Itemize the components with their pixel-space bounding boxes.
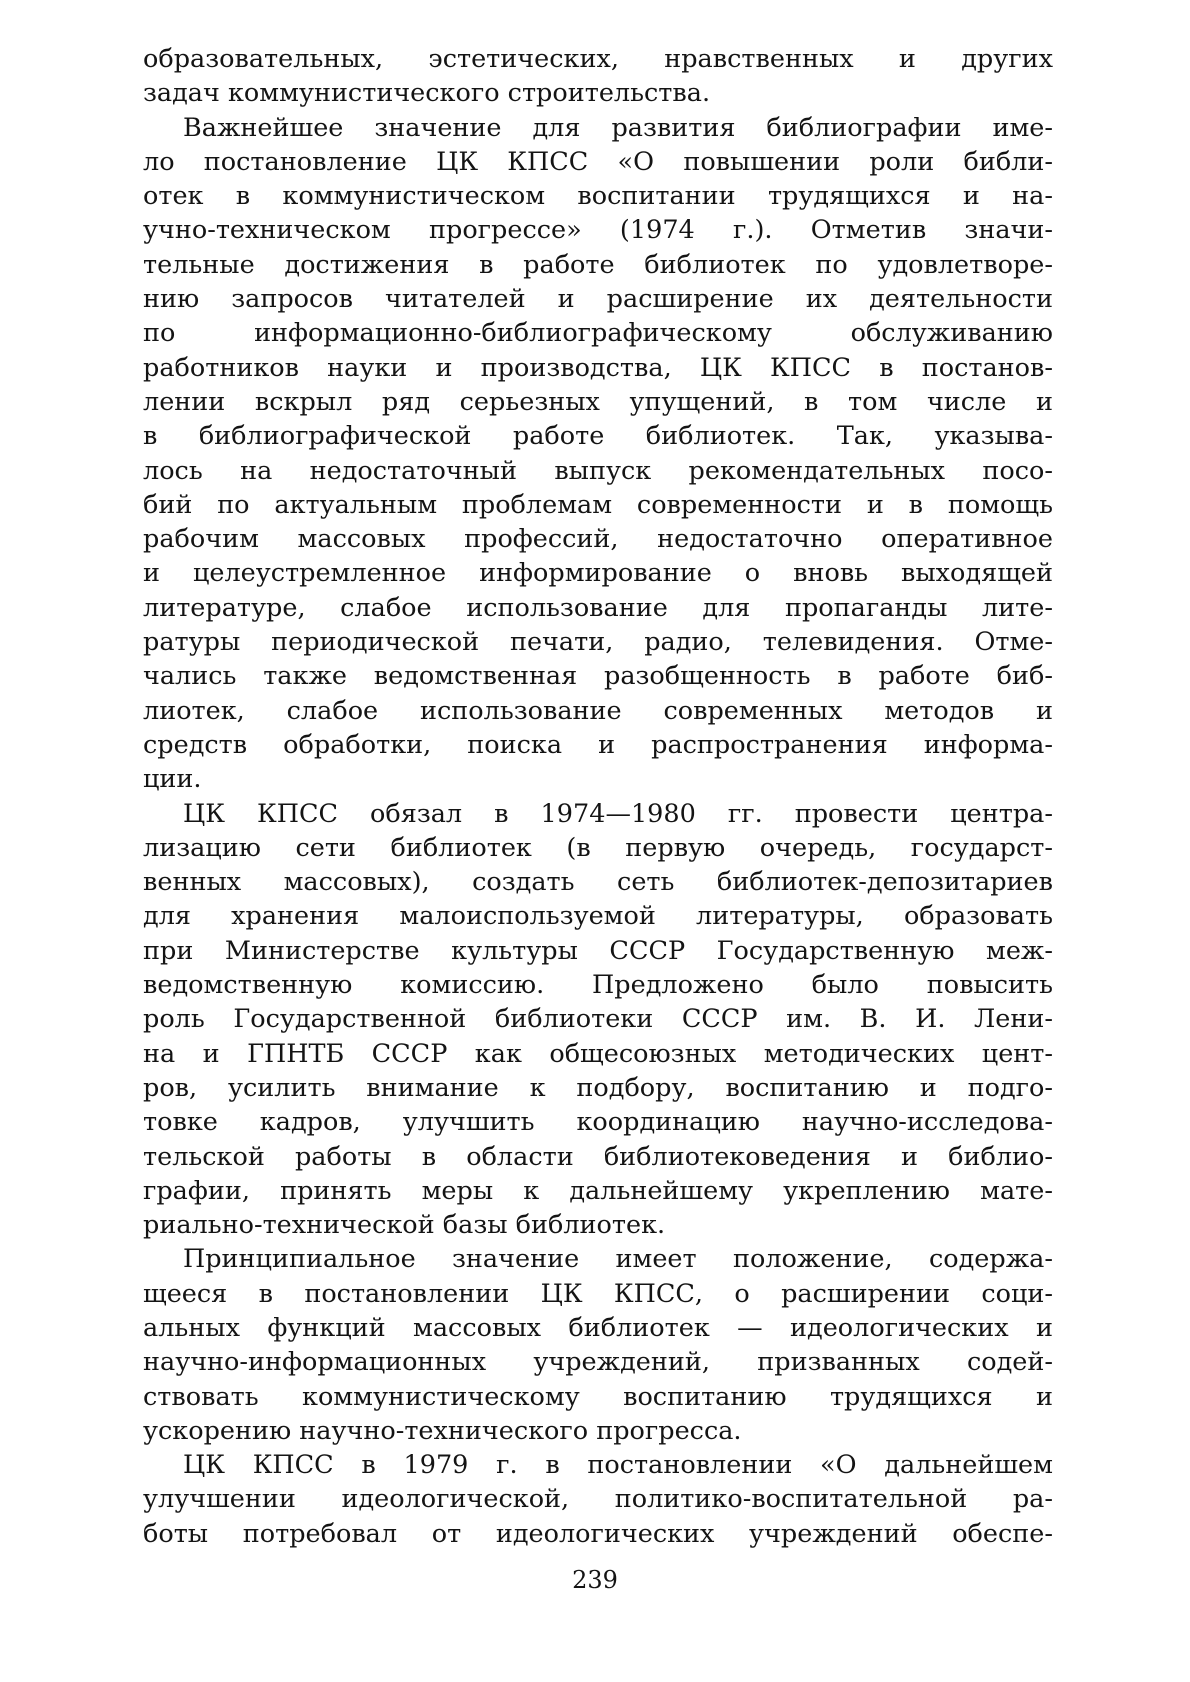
text-line: улучшении идеологической, политико-воспитательной ра- bbox=[143, 1484, 1053, 1515]
text-line: при Министерстве культуры СССР Государственную меж- bbox=[143, 935, 1053, 966]
text-line: бий по актуальным проблемам современности и в помощь bbox=[143, 489, 1053, 520]
text-line: в библиографической работе библиотек. Так, указыва- bbox=[143, 421, 1053, 452]
text-line: лось на недостаточный выпуск рекомендательных посо- bbox=[143, 455, 1053, 486]
text-line: ратуры периодической печати, радио, телевидения. Отме- bbox=[143, 627, 1053, 658]
text-line: лизацию сети библиотек (в первую очередь, государст- bbox=[143, 832, 1053, 863]
text-line: риально-технической базы библиотек. bbox=[143, 1210, 666, 1241]
text-line: рабочим массовых профессий, недостаточно оперативное bbox=[143, 524, 1053, 555]
text-line: отек в коммунистическом воспитании трудящихся и на- bbox=[143, 181, 1053, 212]
text-line: ЦК КПСС в 1979 г. в постановлении «О дальнейшем bbox=[183, 1450, 1053, 1481]
paragraph bbox=[143, 42, 1053, 111]
text-line: образовательных, эстетических, нравственных и других bbox=[143, 44, 1053, 74]
text-line: роль Государственной библиотеки СССР им. В. И. Лени- bbox=[143, 1004, 1053, 1035]
text-line: ло постановление ЦК КПСС «О повышении роли библи- bbox=[143, 146, 1053, 177]
text-line: ЦК КПСС обязал в 1974—1980 гг. провести центра- bbox=[183, 798, 1053, 829]
text-line: лиотек, слабое использование современных методов и bbox=[143, 695, 1053, 726]
text-line: нию запросов читателей и расширение их деятельности bbox=[143, 284, 1053, 315]
text-line: Важнейшее значение для развития библиографии име- bbox=[183, 112, 1053, 143]
text-line: графии, принять меры к дальнейшему укреплению мате- bbox=[143, 1175, 1053, 1206]
text-line: щееся в постановлении ЦК КПСС, о расширении соци- bbox=[143, 1278, 1053, 1309]
text-line: для хранения малоиспользуемой литературы, образовать bbox=[143, 901, 1053, 932]
text-line: задач коммунистического строительства. bbox=[143, 78, 711, 109]
text-line: венных массовых), создать сеть библиотек-депозитариев bbox=[143, 867, 1053, 898]
text-line: тельные достижения в работе библиотек по удовлетворе- bbox=[143, 249, 1053, 280]
text-line: научно-информационных учреждений, призванных содей- bbox=[143, 1347, 1053, 1378]
text-line: тельской работы в области библиотековедения и библио- bbox=[143, 1141, 1053, 1172]
text-line: ции. bbox=[143, 764, 202, 795]
text-line: учно-техническом прогрессе» (1974 г.). Отметив значи- bbox=[143, 215, 1053, 246]
text-line: работников науки и производства, ЦК КПСС в постанов- bbox=[143, 352, 1053, 383]
text-line: по информационно-библиографическому обслуживанию bbox=[143, 318, 1053, 349]
text-line: товке кадров, улучшить координацию научно-исследова- bbox=[143, 1107, 1053, 1138]
text-line: средств обработки, поиска и распространения информа- bbox=[143, 729, 1053, 760]
paragraph bbox=[143, 111, 1053, 797]
text-line: ров, усилить внимание к подбору, воспитанию и подго- bbox=[143, 1072, 1053, 1103]
paragraph bbox=[143, 1448, 1053, 1551]
text-line: Принципиальное значение имеет положение, содержа- bbox=[183, 1244, 1053, 1275]
text-line: боты потребовал от идеологических учреждений обеспе- bbox=[143, 1518, 1053, 1549]
text-line: на и ГПНТБ СССР как общесоюзных методических цент- bbox=[143, 1038, 1053, 1069]
text-line: чались также ведомственная разобщенность в работе биб- bbox=[143, 661, 1053, 692]
text-line: литературе, слабое использование для пропаганды лите- bbox=[143, 592, 1053, 623]
page-number: 239 bbox=[572, 1566, 618, 1594]
paragraph bbox=[143, 797, 1053, 1243]
text-line: и целеустремленное информирование о вновь выходящей bbox=[143, 558, 1053, 589]
text-line: ускорению научно-технического прогресса. bbox=[143, 1415, 742, 1446]
text-line: лении вскрыл ряд серьезных упущений, в том числе и bbox=[143, 386, 1053, 417]
text-line: ведомственную комиссию. Предложено было повысить bbox=[143, 970, 1053, 1001]
text-line: альных функций массовых библиотек — идеологических и bbox=[143, 1312, 1053, 1343]
body-text bbox=[143, 42, 1053, 1551]
paragraph bbox=[143, 1242, 1053, 1448]
text-line: ствовать коммунистическому воспитанию трудящихся и bbox=[143, 1381, 1053, 1412]
